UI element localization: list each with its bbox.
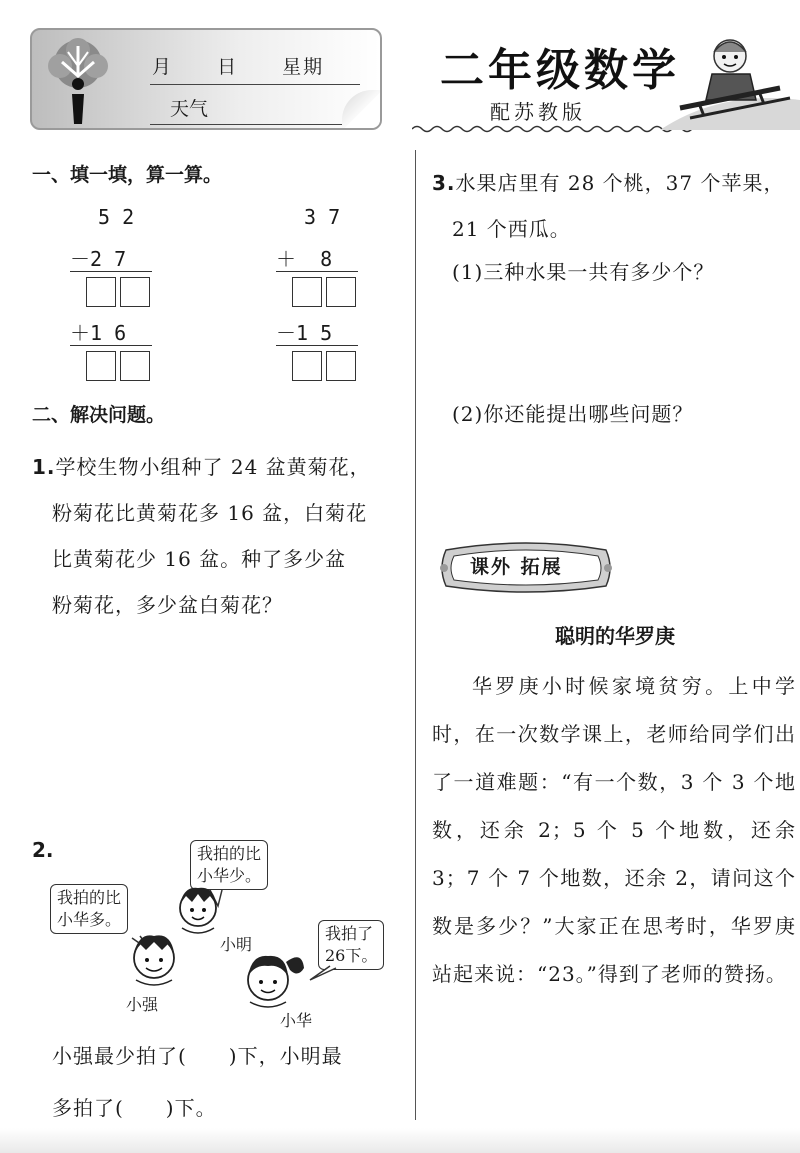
children-drawing-icon (40, 840, 390, 1035)
page-curl (342, 90, 382, 130)
q2-illustration (40, 840, 390, 1035)
extension-badge-label: 课外 拓展 (470, 556, 563, 578)
calc-a-line1 (70, 271, 152, 272)
book-subtitle: 配苏教版 (490, 100, 586, 124)
q1-line2: 粉菊花比黄菊花多 16 盆，白菊花 (52, 501, 368, 525)
calc-a-op2: ＋1 6 (70, 321, 127, 345)
q1-line3: 比黄菊花少 16 盆。种了多少盆 (52, 547, 347, 571)
calc-a-op1: －2 7 (70, 247, 127, 271)
answer-box[interactable] (86, 277, 116, 307)
answer-box[interactable] (120, 277, 150, 307)
q2-number: 2. (32, 838, 54, 862)
vertical-calc-b (276, 205, 366, 385)
date-weather-box (30, 28, 382, 130)
answer-box[interactable] (292, 351, 322, 381)
q3-line2: 21 个西瓜。 (452, 217, 571, 241)
weather-rule (150, 124, 360, 125)
calc-b-op2: －1 5 (276, 321, 333, 345)
day-label: 日 (217, 56, 239, 78)
bubble-text: 我拍的比 (57, 888, 122, 907)
q1-line1: 学校生物小组种了 24 盆黄菊花， (55, 455, 371, 479)
question-3 (432, 160, 792, 252)
q3-number: 3. (432, 171, 456, 195)
date-rule (150, 84, 360, 85)
calc-a-line2 (70, 345, 152, 346)
tree-person-logo-icon (38, 36, 120, 126)
calc-a-top: 5 2 (98, 205, 135, 229)
calc-b-line1 (276, 271, 358, 272)
q3-line1: 水果店里有 28 个桃，37 个苹果， (455, 171, 785, 195)
question-1 (32, 444, 404, 628)
calc-b-line2 (276, 345, 358, 346)
bubble-text: 我拍的比 (197, 844, 262, 863)
answer-box[interactable] (120, 351, 150, 381)
vertical-calc-a (70, 205, 160, 385)
calc-b-top: 3 7 (304, 205, 341, 229)
answer-box[interactable] (292, 277, 322, 307)
book-title: 二年级数学 (440, 45, 680, 96)
name-xiaoqiang: 小强 (126, 995, 159, 1014)
bubble-text: 我拍了 (325, 924, 374, 943)
calc-b-op1: ＋ 8 (276, 247, 333, 271)
bubble-text: 小华多。 (57, 910, 122, 929)
bubble-text: 小华少。 (197, 866, 262, 885)
answer-box[interactable] (326, 351, 356, 381)
name-xiaoming: 小明 (220, 935, 253, 954)
answer-box[interactable] (86, 351, 116, 381)
week-label: 星期 (282, 56, 325, 78)
section2-title: 二、解决问题。 (32, 404, 166, 426)
weather-label: 天气 (170, 98, 209, 120)
q3-sub2: (2)你还能提出哪些问题？ (452, 402, 694, 426)
page-bottom-shade (0, 1128, 800, 1153)
story-title: 聪明的华罗庚 (555, 624, 675, 648)
q2-question-line1: 小强最少拍了( )下，小明最 (52, 1044, 343, 1068)
answer-box[interactable] (326, 277, 356, 307)
sledding-kid-illustration-icon (660, 30, 800, 130)
q1-number: 1. (32, 455, 56, 479)
wave-divider (412, 124, 698, 134)
month-label: 月 (152, 56, 174, 78)
column-divider (415, 150, 416, 1120)
name-xiaohua: 小华 (280, 1011, 313, 1030)
q1-line4: 粉菊花，多少盆白菊花？ (52, 593, 283, 617)
section1-title: 一、填一填，算一算。 (32, 164, 223, 186)
bubble-text: 26下。 (325, 946, 378, 965)
story-text: 华罗庚小时候家境贫穷。上中学时，在一次数学课上，老师给同学们出了一道难题：“有一个数，3 个 3 个地数，还余 2；5 个 5 个地数，还余 3；7 个 7 个地数，还余 2，请问这个数是多少？”大家正在思考时，华罗庚站起来说：“23。”得到了老师的赞扬。 (432, 674, 796, 986)
date-line (152, 52, 362, 79)
q2-question-line2: 多拍了( )下。 (52, 1096, 217, 1120)
q3-sub1: (1)三种水果一共有多少个？ (452, 260, 715, 284)
